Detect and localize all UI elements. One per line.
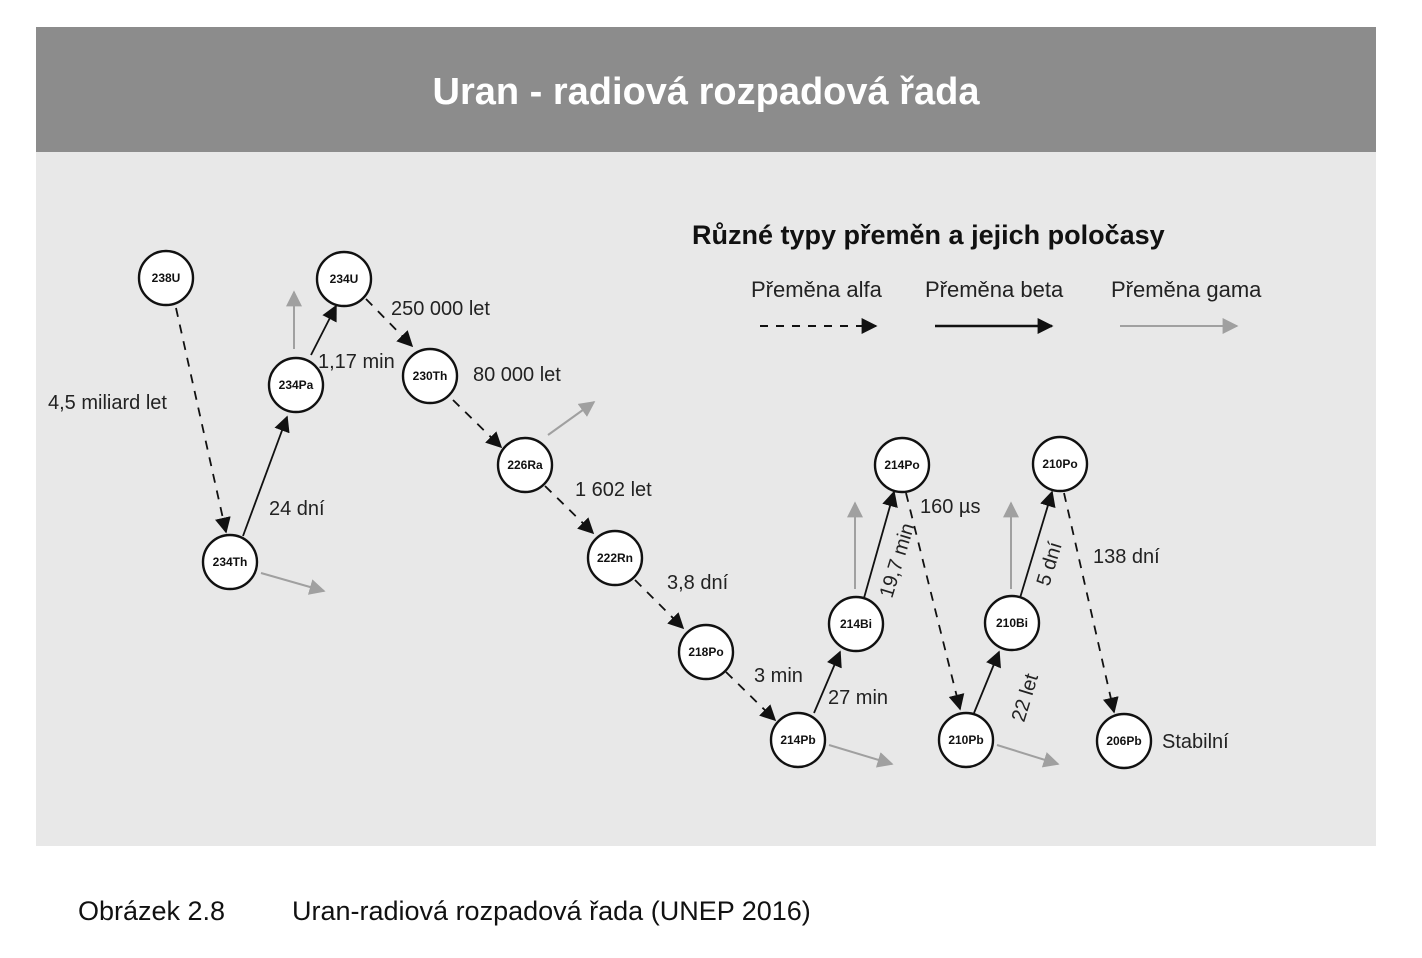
nuclide-label: 218Po (688, 645, 724, 659)
decay-arrow-pa234 (311, 306, 336, 355)
legend-gamma-label: Přeměna gama (1111, 277, 1262, 302)
nuclide-node (269, 358, 323, 412)
gamma-arrow-pb214 (829, 745, 892, 764)
half-life-u238: 4,5 miliard let (48, 392, 167, 414)
legend-alpha-label: Přeměna alfa (751, 277, 882, 302)
nuclide-node (829, 597, 883, 651)
half-life-labels (48, 298, 1160, 724)
nuclide-label: 206Pb (1106, 734, 1142, 748)
nuclide-node (679, 625, 733, 679)
nuclide-node (317, 252, 371, 306)
half-life-pa234: 1,17 min (318, 351, 395, 373)
caption-text: Uran-radiová rozpadová řada (UNEP 2016) (292, 896, 811, 926)
nuclide-node (588, 531, 642, 585)
half-life-bi210: 5 dní (1032, 539, 1067, 589)
gamma-arrow-th234 (261, 573, 324, 591)
nuclide-node (1033, 437, 1087, 491)
nuclide-node (875, 438, 929, 492)
half-life-po210: 138 dní (1093, 546, 1160, 568)
half-life-po218: 3 min (754, 665, 803, 687)
diagram-title: Uran - radiová rozpadová řada (432, 71, 980, 113)
nuclide-label: 226Ra (507, 458, 543, 472)
half-life-ra226: 1 602 let (575, 479, 652, 501)
nuclide-label: 230Th (412, 369, 448, 383)
gamma-arrow-ra226 (548, 402, 594, 435)
half-life-po214: 160 µs (920, 496, 981, 518)
decay-arrow-th230 (453, 400, 501, 447)
nuclide-label: 234Th (212, 555, 248, 569)
half-life-bi214: 19,7 min (875, 520, 920, 601)
decay-arrow-po210 (1064, 493, 1114, 712)
half-life-th230: 80 000 let (473, 364, 561, 386)
nuclide-node (771, 713, 825, 767)
nuclide-label: 234U (329, 272, 359, 286)
nuclide-node (403, 349, 457, 403)
nuclide-label: 214Bi (839, 617, 873, 631)
nuclide-label: 210Pb (948, 733, 984, 747)
nuclide-label: 234Pa (278, 378, 314, 392)
half-life-pb214: 27 min (828, 687, 889, 709)
figure-caption (78, 896, 811, 927)
half-life-rn222: 3,8 dní (667, 572, 729, 594)
decay-arrow-po214 (906, 493, 960, 709)
half-life-u234: 250 000 let (391, 298, 490, 320)
nuclide-node (498, 438, 552, 492)
legend-beta-label: Přeměna beta (925, 277, 1064, 302)
nuclide-label: 210Bi (995, 616, 1029, 630)
nuclide-label: 214Pb (780, 733, 816, 747)
caption-number: Obrázek 2.8 (78, 896, 226, 926)
decay-arrow-u238 (176, 308, 226, 532)
nuclide-label: 222Rn (596, 551, 634, 565)
nuclide-label: 238U (151, 271, 181, 285)
figure-panel (36, 27, 1376, 846)
nuclide-node (939, 713, 993, 767)
stable-note: Stabilní (1162, 731, 1229, 753)
nuclide-label: 214Po (884, 458, 920, 472)
nuclide-label: 210Po (1042, 457, 1078, 471)
half-life-pb210: 22 let (1007, 671, 1044, 725)
nuclide-node (1097, 714, 1151, 768)
legend-heading: Různé typy přeměn a jejich poločasy (692, 220, 1165, 250)
decay-arrow-pb210 (974, 652, 999, 713)
half-life-th234: 24 dní (269, 498, 325, 520)
gamma-arrow-pb210 (997, 745, 1058, 764)
nuclide-node (139, 251, 193, 305)
nuclide-node (203, 535, 257, 589)
nuclide-node (985, 596, 1039, 650)
decay-chain-diagram (36, 27, 1376, 846)
